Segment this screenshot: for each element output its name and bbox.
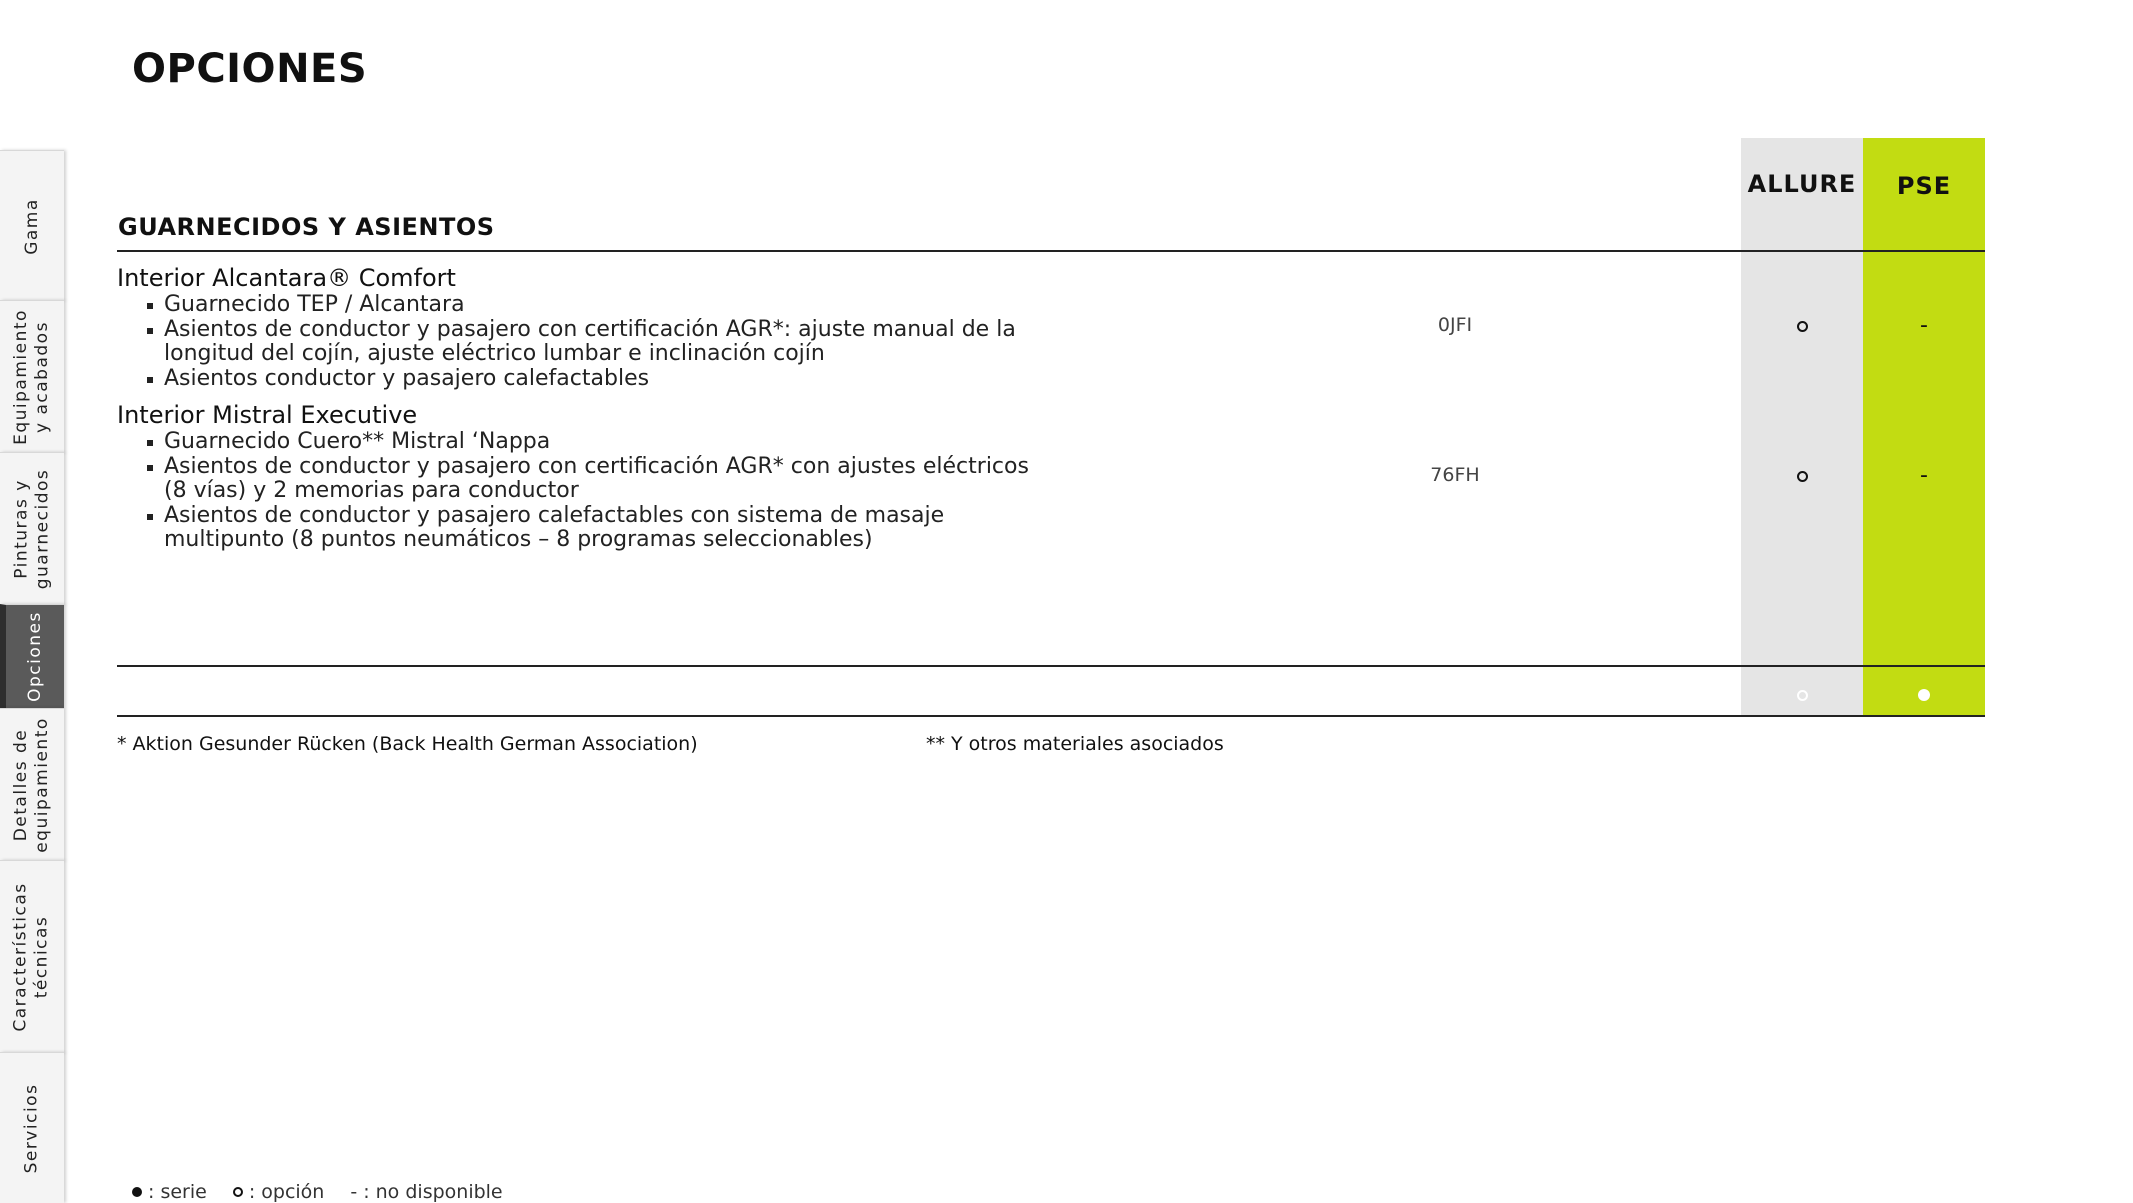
row-divider: [117, 665, 1985, 667]
legend-no-disponible-label: : no disponible: [363, 1181, 503, 1203]
legend-opcion-label: : opción: [248, 1181, 325, 1203]
serie-dot-icon: [1918, 689, 1930, 701]
dash-symbol: -: [350, 1181, 358, 1203]
sidebar-tab-pinturas[interactable]: [0, 452, 64, 605]
allure-summary-mark: [1741, 682, 1863, 707]
feature-item: Guarnecido Cuero** Mistral ‘Nappa: [147, 430, 1044, 455]
allure-column-header: ALLURE: [1747, 170, 1857, 198]
option-circle-icon: [233, 1187, 243, 1197]
option-row: [117, 265, 1217, 391]
feature-item: Asientos de conductor y pasajero con certificación AGR*: ajuste manual de la longitud del cojín, ajuste eléctrico lumbar e inclinación cojín: [147, 318, 1044, 367]
feature-list: [117, 430, 1217, 553]
option-circle-icon: [1797, 321, 1808, 332]
serie-dot-icon: [132, 1187, 142, 1197]
feature-list: [117, 293, 1217, 391]
sidebar-tab-servicios[interactable]: [0, 1052, 64, 1203]
feature-item: Asientos de conductor y pasajero con certificación AGR* con ajustes eléctricos (8 vías) y 2 memorias para conductor: [147, 455, 1044, 504]
feature-item: Asientos de conductor y pasajero calefactables con sistema de masaje multipunto (8 puntos neumáticos – 8 programas seleccionables): [147, 504, 1044, 553]
sidebar-tab-equipamiento[interactable]: [0, 300, 64, 453]
option-row: [117, 402, 1217, 553]
sidebar-tab-label: Pinturas y guarnecidos: [11, 468, 52, 590]
page-title: OPCIONES: [132, 46, 368, 92]
pse-availability: -: [1920, 313, 1928, 338]
footnote-materials: ** Y otros materiales asociados: [926, 733, 1224, 755]
pse-availability: -: [1920, 463, 1928, 488]
option-code: 0JFI: [1437, 314, 1473, 336]
option-title: Interior Mistral Executive: [117, 401, 418, 429]
sidebar-tab-label: Gama: [21, 197, 42, 255]
sidebar-tab-label: Servicios: [21, 1083, 42, 1173]
sidebar-tab-opciones[interactable]: [0, 604, 64, 708]
option-circle-icon: [1797, 471, 1808, 482]
pse-summary-mark: [1863, 682, 1985, 707]
legend-serie-label: : serie: [148, 1181, 207, 1203]
section-title: GUARNECIDOS Y ASIENTOS: [118, 213, 495, 241]
footnote-agr: * Aktion Gesunder Rücken (Back Health German Association): [117, 733, 698, 755]
allure-availability: [1741, 463, 1863, 488]
option-code: 76FH: [1430, 464, 1480, 486]
allure-availability: [1741, 313, 1863, 338]
pse-column-header: PSE: [1896, 172, 1952, 200]
feature-item: Guarnecido TEP / Alcantara: [147, 293, 1044, 318]
sidebar-tab-detalles[interactable]: [0, 708, 64, 861]
option-title: Interior Alcantara® Comfort: [117, 264, 456, 292]
sidebar-tab-label: Equipamiento y acabados: [11, 309, 53, 445]
section-divider: [117, 250, 1985, 252]
sidebar-tab-gama[interactable]: [0, 150, 64, 301]
sidebar-tab-label: Características técnicas: [11, 882, 52, 1032]
table-bottom-rule: [117, 715, 1985, 717]
sidebar-tab-caracteristicas[interactable]: [0, 860, 64, 1053]
sidebar-tab-label: Detalles de equipamiento: [11, 717, 53, 853]
option-circle-icon: [1797, 690, 1808, 701]
sidebar-tab-label: Opciones: [24, 611, 45, 702]
feature-item: Asientos conductor y pasajero calefactables: [147, 367, 1044, 392]
